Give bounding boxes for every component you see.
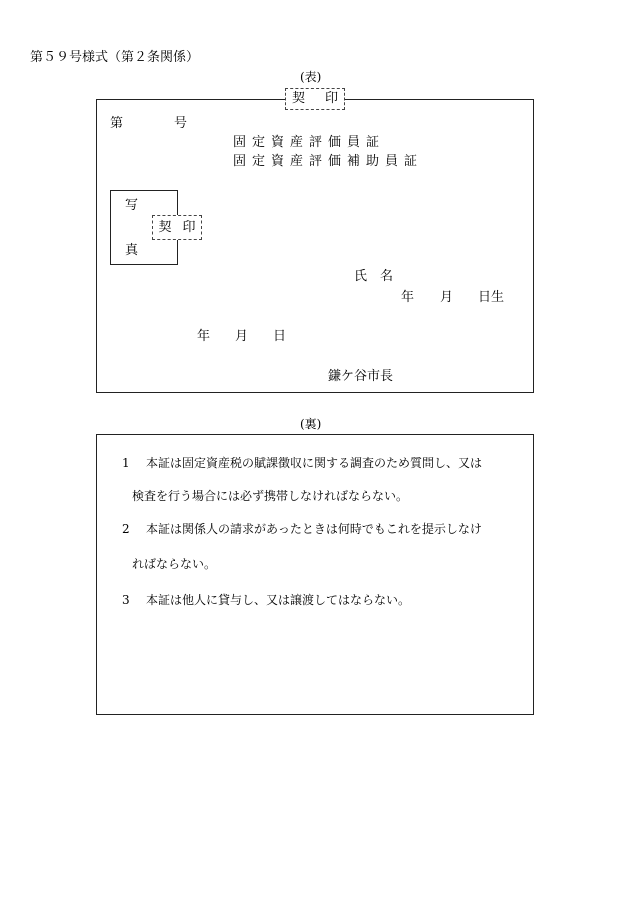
back-label: (裏) <box>300 417 322 431</box>
back-item-1-number: 1 <box>122 456 130 470</box>
back-item-2-number: 2 <box>122 522 130 536</box>
seal-photo-char-1: 契 <box>158 219 172 235</box>
back-item-3-number: 3 <box>122 593 130 607</box>
birth-month: 月 <box>440 290 454 305</box>
front-label: (表) <box>300 70 322 84</box>
number-suffix: 号 <box>174 116 188 131</box>
seal-photo <box>152 215 202 240</box>
back-item-1-line2: 検査を行う場合には必ず携帯しなければならない。 <box>132 489 409 503</box>
back-card <box>96 434 534 715</box>
back-item-3-line1: 本証は他人に貸与し、又は譲渡してはならない。 <box>146 593 411 607</box>
issue-day: 日 <box>273 329 287 344</box>
back-item-2-line2: ればならない。 <box>132 557 217 571</box>
seal-photo-char-2: 印 <box>182 219 196 235</box>
back-item-1-line1: 本証は固定資産税の賦課徴収に関する調査のため質問し、又は <box>146 456 483 470</box>
birth-day-suffix: 日生 <box>478 290 505 305</box>
issue-month: 月 <box>235 329 249 344</box>
seal-top-char-2: 印 <box>325 91 339 106</box>
seal-top-char-1: 契 <box>291 91 305 106</box>
issue-year: 年 <box>197 329 211 344</box>
name-label: 氏 名 <box>354 269 394 284</box>
title-line2: 固定資産評価補助員証 <box>233 154 424 169</box>
birth-year: 年 <box>401 290 415 305</box>
seal-top <box>285 88 345 110</box>
form-number: 第５９号様式（第２条関係） <box>30 50 200 65</box>
photo-label-top: 写 <box>125 198 139 213</box>
issuer: 鎌ケ谷市長 <box>328 369 394 384</box>
number-prefix: 第 <box>110 116 124 131</box>
photo-label-bottom: 真 <box>125 243 139 258</box>
back-item-2-line1: 本証は関係人の請求があったときは何時でもこれを提示しなけ <box>146 522 482 536</box>
title-line1: 固定資産評価員証 <box>233 135 386 150</box>
